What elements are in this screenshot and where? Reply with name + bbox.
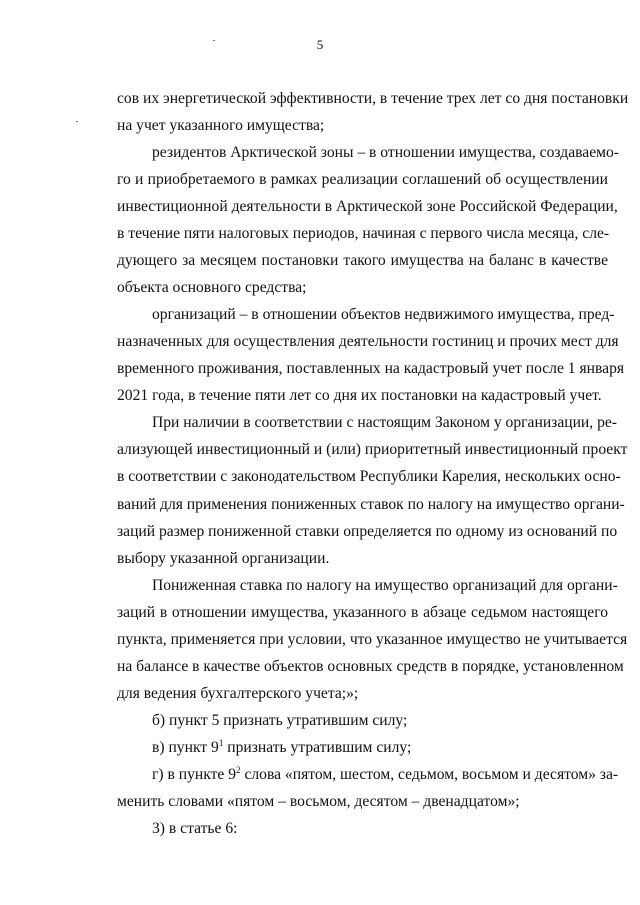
text-line — [152, 708, 407, 734]
text-line — [117, 383, 602, 409]
text-line — [152, 302, 615, 328]
text-line-continuation: признать утратившим силу; — [223, 738, 412, 756]
text-line — [117, 789, 520, 815]
text-line-content: 3) в статье 6: — [152, 819, 238, 837]
text-line — [117, 221, 608, 247]
text-line-content: 2021 года, в течение пяти лет со дня их постановки на кадастровый учет. — [117, 387, 602, 405]
text-line-content: в соответствии с законодательством Республики Карелия, нескольких осно- — [117, 468, 621, 486]
text-line-content: временного проживания, поставленных на кадастровый учет после 1 января — [117, 360, 625, 378]
text-line — [117, 437, 628, 463]
text-line-content: менить словами «пятом – восьмом, десятом – двенадцатом»; — [117, 792, 520, 810]
text-line-content: на учет указанного имущества; — [117, 117, 325, 134]
text-line — [152, 140, 619, 166]
text-line — [117, 519, 618, 545]
text-line-content: Пониженная ставка по налогу на имущество организаций для органи- — [152, 576, 618, 594]
text-line — [117, 681, 358, 707]
text-line-content: ваний для применения пониженных ставок по налогу на имущество органи- — [117, 495, 625, 513]
scan-speck — [213, 40, 215, 41]
superscript: 2 — [236, 764, 241, 775]
text-line-content: го и приобретаемого в рамках реализации соглашений об осуществлении — [117, 171, 608, 189]
scan-speck — [76, 121, 78, 122]
text-line-content: назначенных для осуществления деятельности гостиниц и прочих мест для — [117, 333, 619, 351]
text-line — [117, 248, 608, 274]
text-line — [117, 627, 628, 653]
text-line — [117, 464, 621, 490]
text-line-content: ализующей инвестиционный и (или) приоритетный инвестиционный проект — [117, 441, 628, 459]
text-line — [117, 600, 608, 626]
text-line — [117, 167, 608, 193]
text-line — [117, 275, 307, 301]
text-line — [117, 492, 625, 518]
text-line — [117, 356, 625, 382]
text-line-content: организаций – в отношении объектов недвижимого имущества, пред- — [152, 306, 615, 324]
text-line — [117, 654, 624, 680]
text-line-content: на балансе в качестве объектов основных средств в порядке, установленном — [117, 657, 624, 675]
text-line-content: г) в пункте 9 — [152, 765, 237, 783]
text-line — [117, 86, 629, 112]
text-line — [152, 816, 237, 842]
text-line — [152, 410, 617, 436]
text-line — [117, 194, 618, 220]
text-line-content: для ведения бухгалтерского учета;»; — [117, 684, 359, 702]
text-line-content: заций размер пониженной ставки определяется по одному из оснований по — [117, 522, 618, 540]
text-line-content: дующего за месяцем постановки такого имущества на баланс в качестве — [117, 252, 608, 270]
text-line-content: объекта основного средства; — [117, 279, 307, 297]
text-line — [117, 329, 619, 355]
text-line — [152, 735, 411, 761]
text-line-content: пункта, применяется при условии, что указанное имущество не учитывается — [117, 630, 628, 648]
superscript: 1 — [218, 737, 224, 748]
text-line — [152, 762, 619, 788]
text-line-content: резидентов Арктической зоны – в отношении имущества, создаваемо- — [152, 144, 619, 162]
text-line-continuation: слова «пятом, шестом, седьмом, восьмом и десятом» за- — [240, 765, 619, 783]
text-line — [117, 546, 329, 572]
text-line-content: выбору указанной организации. — [117, 549, 330, 567]
text-line-content: заций в отношении имущества, указанного в абзаце седьмом настоящего — [117, 603, 608, 621]
text-line-content: в течение пяти налоговых периодов, начиная с первого числа месяца, сле- — [117, 225, 610, 243]
text-line — [152, 573, 618, 599]
text-line — [117, 113, 324, 139]
text-line-content: сов их энергетической эффективности, в течение трех лет со дня постановки — [117, 90, 629, 107]
text-line-content: б) пункт 5 признать утратившим силу; — [152, 711, 408, 729]
page-number: 5 — [316, 37, 324, 52]
text-line-content: в) пункт 9 — [152, 738, 219, 756]
text-line-content: При наличии в соответствии с настоящим Законом у организации, ре- — [152, 414, 617, 432]
text-line-content: инвестиционной деятельности в Арктической зоне Российской Федерации, — [117, 198, 618, 216]
